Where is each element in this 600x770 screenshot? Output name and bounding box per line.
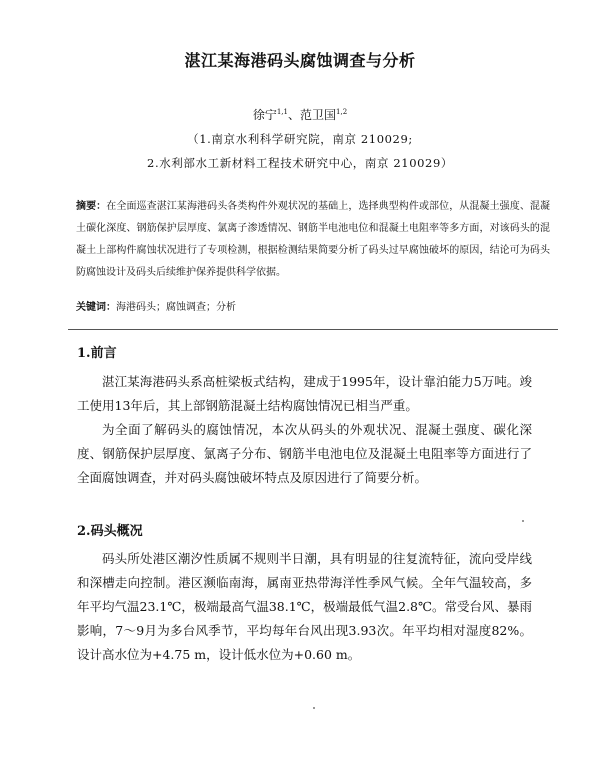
scan-speck xyxy=(522,520,524,522)
keywords-text: 海港码头；腐蚀调查；分析 xyxy=(116,302,236,313)
abstract xyxy=(76,196,550,284)
affiliation-1: （1.南京水利科学研究院，南京 210029; xyxy=(187,132,413,146)
author-1-affiliation-mark: 1,1 xyxy=(276,108,288,116)
section-1-paragraph-1: 湛江某海港码头系高桩梁板式结构，建成于1995年，设计靠泊能力5万吨。竣工使用13年后，其上部钢筋混凝土结构腐蚀情况已相当严重。 xyxy=(77,374,532,413)
author-separator: 、 xyxy=(287,108,300,122)
abstract-text: 在全面巡查湛江某海港码头各类构件外观状况的基础上，选择典型构件或部位，从混凝土强度、混凝土碳化深度、钢筋保护层厚度、氯离子渗透情况、钢筋半电池电位和混凝土电阻率等多方面，对该码头的混凝土上部构件腐蚀状况进行了专项检测，根据检测结果简要分析了码头过早腐蚀破坏的原因，结论可为码头防腐蚀设计及码头后续维护保养提供科学依据。 xyxy=(76,201,551,278)
section-1-heading: 1.前言 xyxy=(77,346,117,361)
abstract-divider xyxy=(68,329,558,330)
section-2-heading: 2.码头概况 xyxy=(77,524,143,539)
author-2-affiliation-mark: 1,2 xyxy=(336,108,348,116)
author-line xyxy=(0,106,600,123)
affiliation-2: 2.水利部水工新材料工程技术研究中心，南京 210029） xyxy=(147,156,453,170)
section-1-paragraph-2: 为全面了解码头的腐蚀情况，本次从码头的外观状况、混凝土强度、碳化深度、钢筋保护层厚度、氯离子分布、钢筋半电池电位及混凝土电阻率等方面进行了全面腐蚀调查，并对码头腐蚀破坏特点及原因进行了简要分析。 xyxy=(77,422,532,485)
scan-speck xyxy=(313,707,315,709)
abstract-label: 摘要： xyxy=(76,201,107,212)
author-1-name: 徐宁 xyxy=(252,108,277,122)
keywords-label: 关键词： xyxy=(76,302,116,313)
keywords xyxy=(76,298,550,313)
section-2-paragraph-1: 码头所处港区潮汐性质属不规则半日潮，具有明显的往复流特征，流向受岸线和深槽走向控制。港区濒临南海，属南亚热带海洋性季风气候。全年气温较高，多年平均气温23.1℃，极端最高气温38.1℃，极端最低气温2.8℃。常受台风、暴雨影响，7～9月为多台风季节，平均每年台风出现3.93次。年平均相对湿度82%。设计高水位为+4.75 m，设计低水位为+0.60 m。 xyxy=(77,551,532,662)
author-2-name: 范卫国 xyxy=(300,108,337,122)
paper-title: 湛江某海港码头腐蚀调查与分析 xyxy=(184,51,416,70)
